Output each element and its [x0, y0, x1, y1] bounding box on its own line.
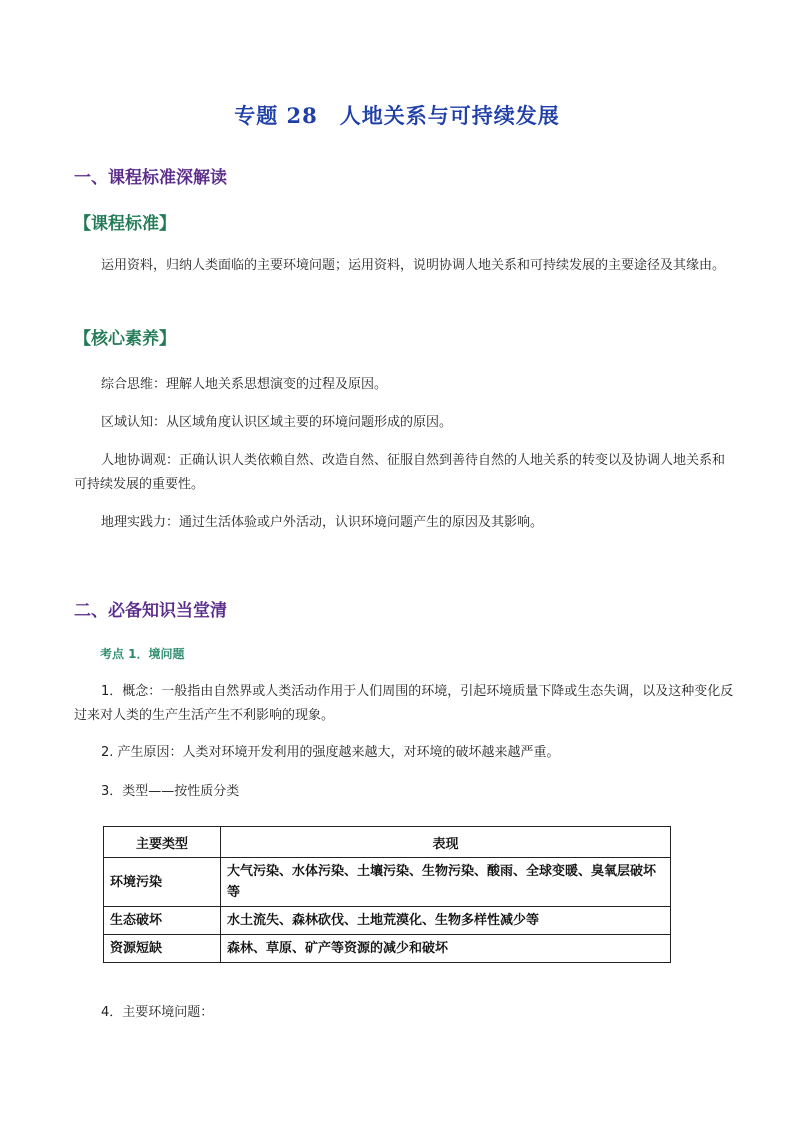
literacy-item-practice: 地理实践力：通过生活体验或户外活动，认识环境问题产生的原因及其影响。	[101, 515, 544, 530]
table-row	[104, 935, 671, 963]
table-header-row	[104, 827, 671, 858]
point-label: 考点 1．境问题	[100, 647, 185, 661]
literacy-item-harmony: 人地协调观：正确认识人类依赖自然、改造自然、征服自然到善待自然的人地关系的转变以及协调人地关系和可持续发展的重要性。	[74, 453, 726, 492]
item-concept: 1．概念：一般指由自然界或人类活动作用于人们周围的环境，引起环境质量下降或生态失调，以及这种变化反过来对人类的生产生活产生不利影响的现象。	[74, 684, 734, 723]
table-cell-type: 生态破坏	[104, 907, 221, 935]
table-cell-manifestation: 水土流失、森林砍伐、土地荒漠化、生物多样性减少等	[221, 907, 671, 935]
table-header-type: 主要类型	[104, 827, 221, 858]
types-table	[103, 826, 671, 963]
literacy-item-thinking: 综合思维：理解人地关系思想演变的过程及原因。	[101, 377, 388, 392]
table-row	[104, 907, 671, 935]
standard-text: 运用资料，归纳人类面临的主要环境问题；运用资料，说明协调人地关系和可持续发展的主要途径及其缘由。	[101, 258, 726, 273]
table-cell-type: 环境污染	[104, 858, 221, 907]
table-cell-manifestation: 大气污染、水体污染、土壤污染、生物污染、酸雨、全球变暖、臭氧层破坏等	[221, 858, 671, 907]
table-row	[104, 858, 671, 907]
table-header-manifestation: 表现	[221, 827, 671, 858]
item-main-problems: 4．主要环境问题：	[101, 1005, 214, 1020]
section2-heading: 二、必备知识当堂清	[74, 601, 227, 621]
literacy-heading: 【核心素养】	[74, 329, 176, 349]
standard-heading: 【课程标准】	[74, 214, 176, 234]
table-cell-type: 资源短缺	[104, 935, 221, 963]
table-cell-manifestation: 森林、草原、矿产等资源的减少和破坏	[221, 935, 671, 963]
item-cause: 2. 产生原因：人类对环境开发利用的强度越来越大，对环境的破坏越来越严重。	[101, 745, 560, 760]
document-title: 专题 28 人地关系与可持续发展	[234, 103, 560, 128]
literacy-item-region: 区域认知：从区域角度认识区域主要的环境问题形成的原因。	[101, 415, 453, 430]
item-types: 3．类型——按性质分类	[101, 784, 240, 799]
section1-heading: 一、课程标准深解读	[74, 168, 227, 188]
